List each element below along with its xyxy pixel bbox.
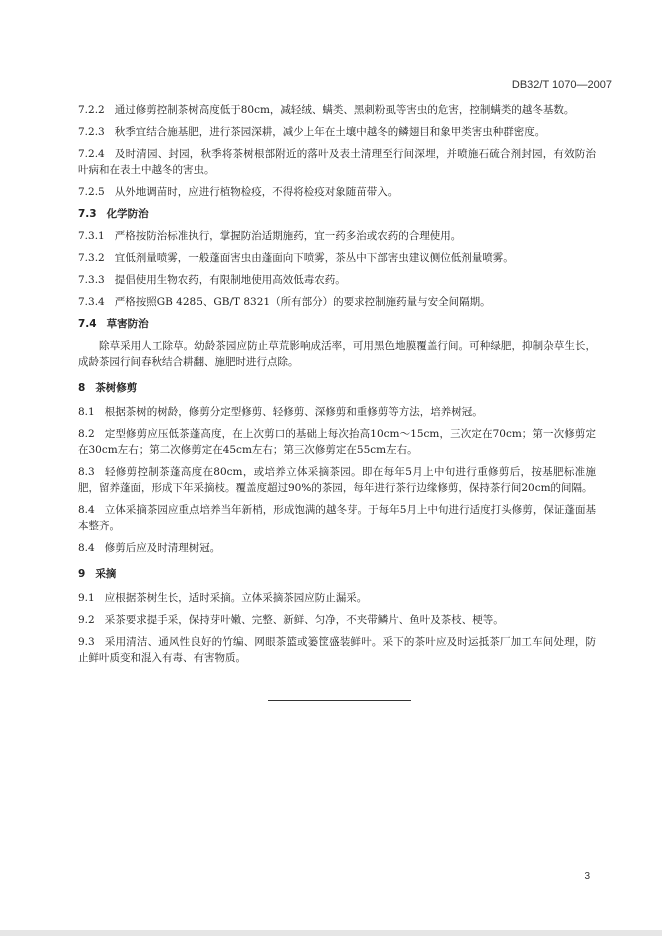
clause-text: 除草采用人工除草。幼龄茶园应防止草荒影响成活率，可用黑色地膜覆盖行间。可种绿肥，抑制杂草生长，成龄茶园行间春秋结合耕翻、施肥时进行点除。 xyxy=(78,340,596,368)
clause-number: 9.2 xyxy=(78,614,95,626)
numbered-clause xyxy=(78,184,596,200)
clause-number: 8.4 xyxy=(78,542,95,554)
clause-text: 通过修剪控制茶树高度低于80cm，减轻绒、螨类、黑刺粉虱等害虫的危害，控制螨类的越冬基数。 xyxy=(114,104,575,116)
clause-number: 9.1 xyxy=(78,592,95,604)
clause-number: 7.3.4 xyxy=(78,296,105,308)
numbered-clause xyxy=(78,124,596,140)
clause-text: 立体采摘茶园应重点培养当年新梢，形成饱满的越冬芽。于每年5月上中旬进行适度打头修剪，保证蓬面基本整齐。 xyxy=(78,504,596,532)
clause-number: 9.3 xyxy=(78,636,95,648)
clause-text: 修剪后应及时清理树冠。 xyxy=(104,542,221,554)
numbered-clause xyxy=(78,146,596,178)
clause-number: 8.1 xyxy=(78,406,95,418)
numbered-clause xyxy=(78,612,596,628)
clause-text: 秋季宜结合施基肥，进行茶园深耕，减少上年在土壤中越冬的鳞翅目和象甲类害虫种群密度。 xyxy=(114,126,546,138)
clause-number: 8.2 xyxy=(78,428,95,440)
numbered-clause xyxy=(78,102,596,118)
numbered-clause xyxy=(78,426,596,458)
clause-number: 7.2.4 xyxy=(78,148,105,160)
numbered-clause xyxy=(78,540,596,556)
numbered-clause xyxy=(78,634,596,666)
clause-number: 7.4 xyxy=(78,318,97,330)
document-body xyxy=(78,102,596,672)
clause-number: 7.3 xyxy=(78,208,97,220)
numbered-clause xyxy=(78,272,596,288)
numbered-clause xyxy=(78,590,596,606)
clause-text: 轻修剪控制茶蓬高度在80cm，或培养立体采摘茶园。即在每年5月上中旬进行重修剪后，按基肥标准施肥，留养蓬面，形成下年采摘枝。覆盖度超过90%的茶园，每年进行茶行边缘修剪，保持茶行间20cm的间隔。 xyxy=(78,466,596,494)
clause-number: 7.3.3 xyxy=(78,274,105,286)
document-id: DB32/T 1070—2007 xyxy=(511,79,612,91)
clause-number: 8.3 xyxy=(78,466,95,478)
subsection-heading xyxy=(78,206,596,222)
end-rule xyxy=(268,700,411,701)
clause-text: 茶树修剪 xyxy=(95,382,138,394)
clause-number: 7.2.5 xyxy=(78,186,105,198)
numbered-clause xyxy=(78,228,596,244)
subsection-heading xyxy=(78,316,596,332)
clause-text: 从外地调苗时，应进行植物检疫，不得将检疫对象随苗带入。 xyxy=(114,186,399,198)
clause-text: 采用清洁、通风性良好的竹编、网眼茶篮或篓筐盛装鲜叶。采下的茶叶应及时运抵茶厂加工车间处理，防止鲜叶质变和混入有毒、有害物质。 xyxy=(78,636,596,664)
clause-text: 提倡使用生物农药，有限制地使用高效低毒农药。 xyxy=(114,274,346,286)
clause-text: 定型修剪应压低茶蓬高度，在上次剪口的基础上每次抬高10cm～15cm，三次定在70cm；第一次修剪定在30cm左右；第二次修剪定在45cm左右；第三次修剪定在55cm左右。 xyxy=(78,428,596,456)
clause-text: 采茶要求提手采，保持芽叶嫩、完整、新鲜、匀净，不夹带鳞片、鱼叶及茶枝、梗等。 xyxy=(104,614,504,626)
numbered-clause xyxy=(78,294,596,310)
clause-number: 9 xyxy=(78,568,86,580)
clause-text: 严格按防治标准执行，掌握防治适期施药，宜一药多治或农药的合理使用。 xyxy=(114,230,462,242)
numbered-clause xyxy=(78,502,596,534)
clause-text: 及时清园、封园，秋季将茶树根部附近的落叶及表土清理至行间深埋，并喷施石硫合剂封园，有效防治叶病和在表土中越冬的害虫。 xyxy=(78,148,596,176)
clause-number: 7.3.2 xyxy=(78,252,105,264)
clause-text: 化学防治 xyxy=(106,208,149,220)
numbered-clause xyxy=(78,464,596,496)
clause-number: 8 xyxy=(78,382,86,394)
section-heading xyxy=(78,566,596,582)
clause-text: 根据茶树的树龄，修剪分定型修剪、轻修剪、深修剪和重修剪等方法，培养树冠。 xyxy=(104,406,483,418)
page-bottom-edge xyxy=(0,930,662,936)
clause-number: 8.4 xyxy=(78,504,95,516)
clause-text: 宜低剂量喷雾，一般蓬面害虫由蓬面向下喷雾，茶丛中下部害虫建议侧位低剂量喷雾。 xyxy=(114,252,514,264)
clause-text: 草害防治 xyxy=(106,318,149,330)
numbered-clause xyxy=(78,404,596,420)
page-number: 3 xyxy=(584,871,590,882)
numbered-clause xyxy=(78,250,596,266)
clause-number: 7.3.1 xyxy=(78,230,105,242)
clause-text: 应根据茶树生长，适时采摘。立体采摘茶园应防止漏采。 xyxy=(104,592,368,604)
clause-number: 7.2.2 xyxy=(78,104,105,116)
body-paragraph xyxy=(78,338,596,370)
clause-number: 7.2.3 xyxy=(78,126,105,138)
clause-text: 采摘 xyxy=(95,568,117,580)
clause-text: 严格按照GB 4285、GB/T 8321（所有部分）的要求控制施药量与安全间隔期。 xyxy=(114,296,491,308)
section-heading xyxy=(78,380,596,396)
